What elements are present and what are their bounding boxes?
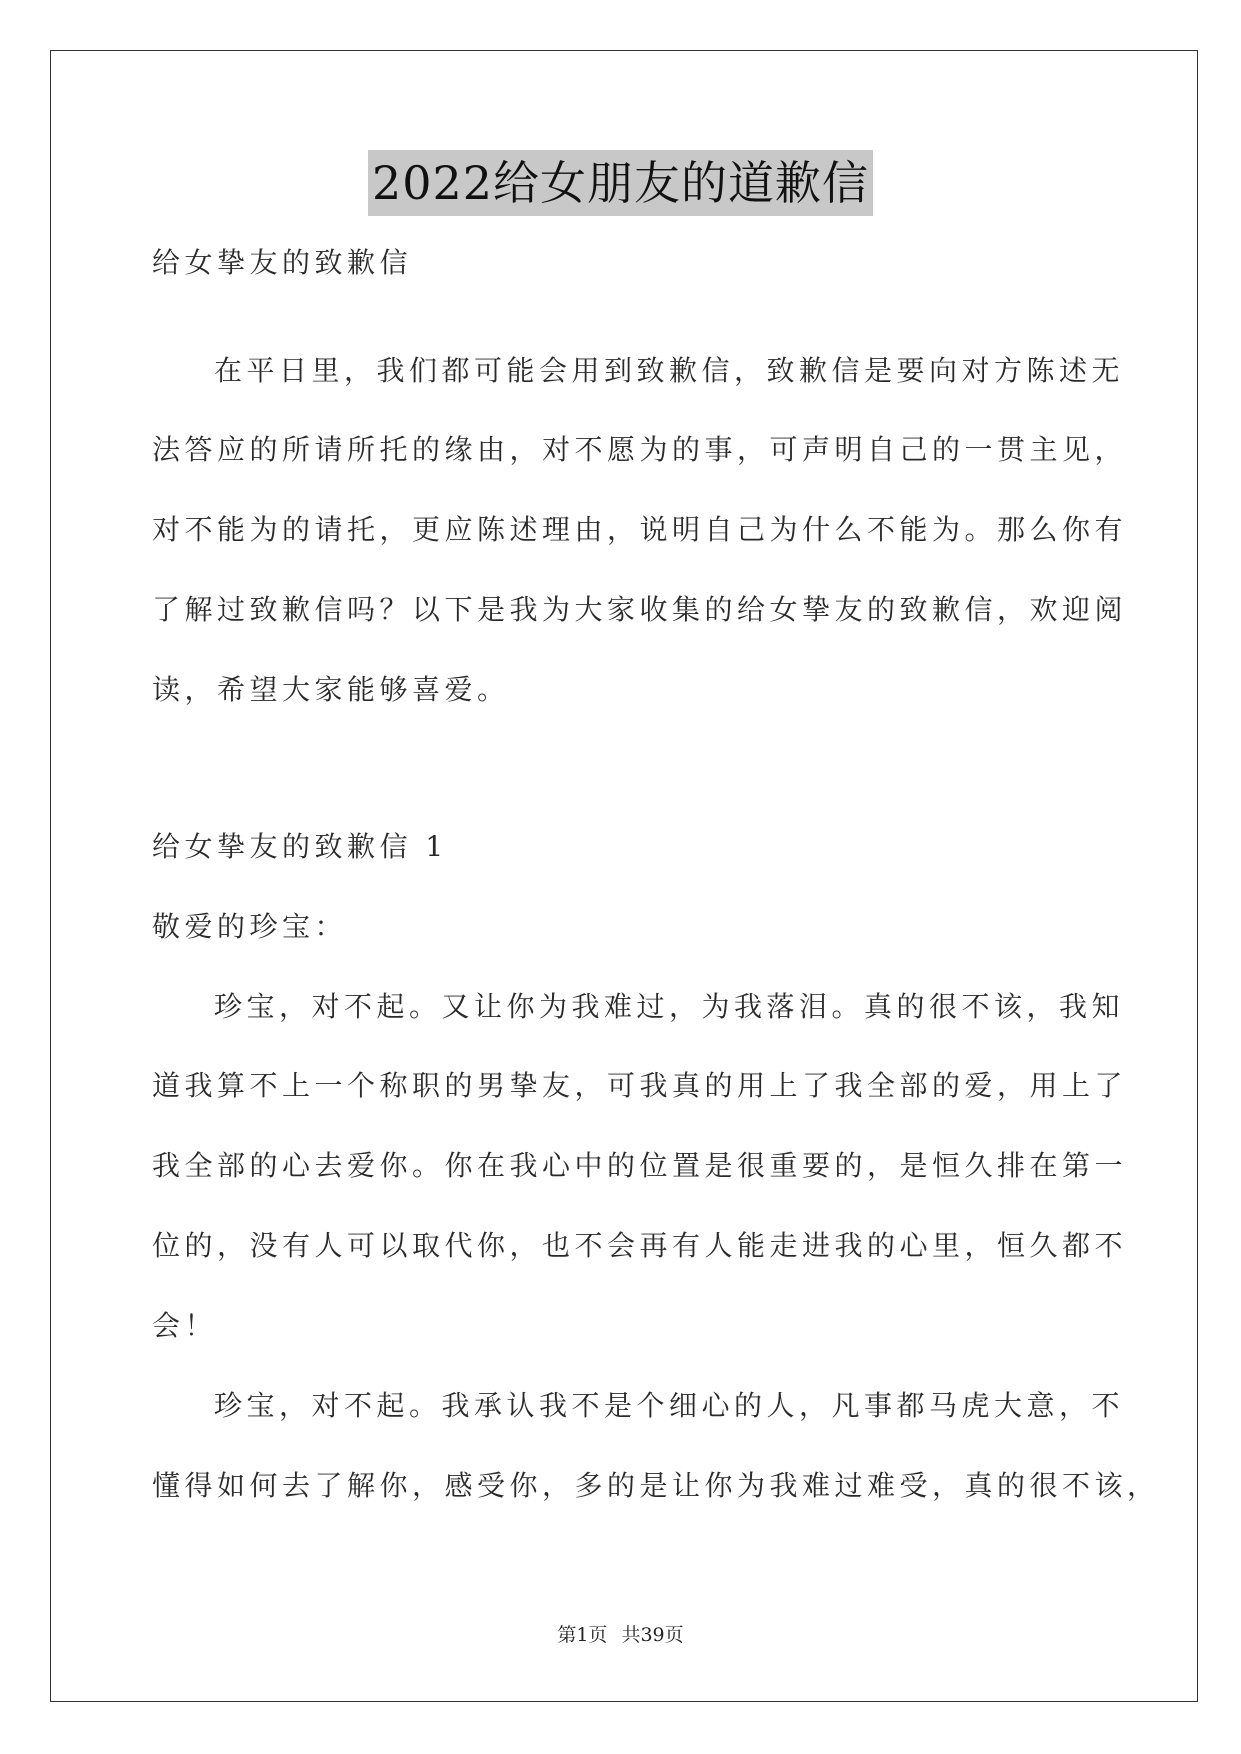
letter-salutation: 敬爱的珍宝：	[152, 910, 348, 943]
intro-line-1: 在平日里，我们都可能会用到致歉信，致歉信是要向对方陈述无	[214, 354, 1125, 387]
intro-line-5: 读，希望大家能够喜爱。	[152, 673, 510, 706]
paragraph-1-line-5: 会！	[152, 1309, 218, 1342]
paragraph-1-line-4: 位的，没有人可以取代你，也不会再有人能走进我的心里，恒久都不	[152, 1229, 1128, 1262]
intro-line-2: 法答应的所请所托的缘由，对不愿为的事，可声明自己的一贯主见，	[152, 433, 1128, 466]
paragraph-1-line-1: 珍宝，对不起。又让你为我难过，为我落泪。真的很不该，我知	[214, 990, 1125, 1023]
intro-line-3: 对不能为的请托，更应陈述理由，说明自己为什么不能为。那么你有	[152, 513, 1128, 546]
document-title: 2022给女朋友的道歉信	[368, 150, 873, 216]
paragraph-2-line-1: 珍宝，对不起。我承认我不是个细心的人，凡事都马虎大意，不	[214, 1389, 1125, 1422]
paragraph-1-line-2: 道我算不上一个称职的男挚友，可我真的用上了我全部的爱，用上了	[152, 1069, 1128, 1102]
letter-heading: 给女挚友的致歉信 1	[152, 830, 448, 863]
paragraph-2-line-2: 懂得如何去了解你，感受你，多的是让你为我难过难受，真的很不该，	[152, 1469, 1160, 1502]
page-number: 第1页	[557, 1624, 608, 1646]
title-container	[0, 150, 1241, 216]
section-heading: 给女挚友的致歉信	[152, 246, 413, 279]
page-footer	[0, 1620, 1241, 1647]
page-border	[50, 50, 1198, 1702]
intro-line-4: 了解过致歉信吗？以下是我为大家收集的给女挚友的致歉信，欢迎阅	[152, 593, 1128, 626]
page-total: 共39页	[621, 1624, 684, 1646]
paragraph-1-line-3: 我全部的心去爱你。你在我心中的位置是很重要的，是恒久排在第一	[152, 1149, 1128, 1182]
